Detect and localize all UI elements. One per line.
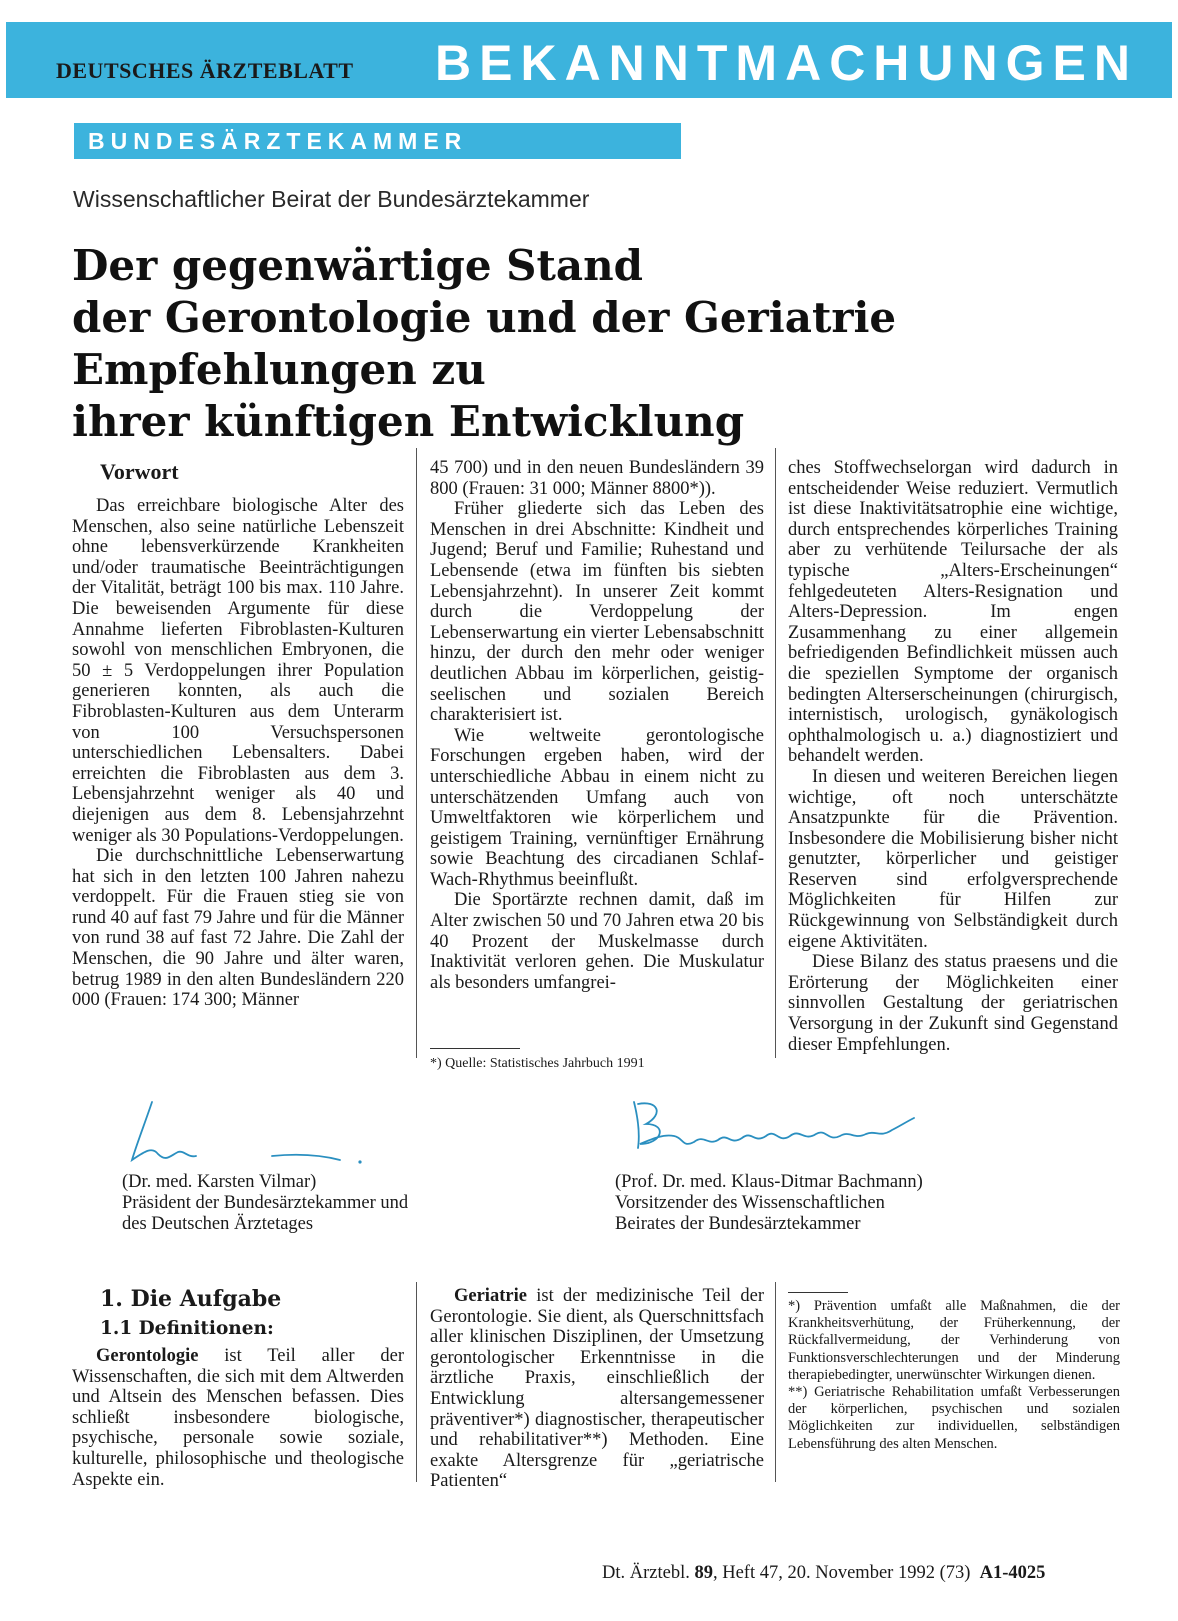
vorwort-column-3 bbox=[788, 458, 1118, 1055]
section-title: BEKANNTMACHUNGEN bbox=[435, 35, 1138, 91]
definition-text: ist der medizinische Teil der Gerontologie. Sie dient, als Querschnittsfach aller klinischen Disziplinen, der Umsetzung gerontologischer Erkenntnisse in die ärztliche Praxis, einschließlich der Entwicklung altersangemessener präventiver*) diagnostischer, therapeutischer und rehabilitativer**) Methoden. Eine exakte Altersgrenze für „geriatrische Patienten“ bbox=[430, 1286, 764, 1492]
footer-issue: , Heft 47, 20. November 1992 (73) bbox=[712, 1563, 971, 1583]
signature-title-left: Präsident der Bundesärztekammer und bbox=[122, 1193, 409, 1213]
footnote: **) Geriatrische Rehabilitation umfaßt Verbesserungen der körperlichen, psychischen und sozialen Möglichkeiten zur individuellen, selbständigen Lebensführung des alten Menschen. bbox=[788, 1384, 1120, 1452]
column-divider bbox=[416, 448, 417, 1058]
signature-name-right: (Prof. Dr. med. Klaus-Ditmar Bachmann) bbox=[615, 1172, 923, 1192]
footnote-rule bbox=[430, 1048, 520, 1049]
paragraph: ches Stoffwechselorgan wird dadurch in entscheidender Weise reduziert. Vermutlich ist diese Inaktivitätsatrophie eine wichtige, durch entsprechendes körperliches Training aber zu verhütende Teilursache der als typische „Alters-Erscheinungen“ fehlgedeuteten Alters-Resignation und Alters-Depression. Im engen Zusammenhang zu einer allgemein befriedigenden Befindlichkeit müssen auch die speziellen Symptome der organisch bedingten Alterserscheinungen (chirurgisch, internistisch, urologisch, gynäkologisch ophthalmologisch u. a.) diagnostiziert und behandelt werden. bbox=[788, 458, 1118, 767]
paragraph: Die Sportärzte rechnen damit, daß im Alter zwischen 50 und 70 Jahren etwa 20 bis 40 Prozent der Muskelmasse durch Inaktivität verloren gehen. Die Muskulatur als besonders umfangrei- bbox=[430, 890, 764, 993]
footnote: *) Prävention umfaßt alle Maßnahmen, die der Krankheitsverhütung, der Früherkennung, der Rückfallvermeidung, der Verhinderung von Funktionsverschlechterungen und der Minderung therapiebedingter, unerwünschter Wirkungen dienen. bbox=[788, 1298, 1120, 1383]
signature-bachmann bbox=[624, 1094, 924, 1158]
footnote-rule bbox=[788, 1292, 848, 1293]
headline-line: Der gegenwärtige Stand bbox=[72, 241, 644, 290]
section1-column-1 bbox=[72, 1286, 404, 1490]
headline-line: Empfehlungen zu bbox=[72, 345, 486, 394]
footer-volume: 89 bbox=[694, 1563, 713, 1583]
section1-column-2 bbox=[430, 1286, 764, 1492]
article-kicker: Wissenschaftlicher Beirat der Bundesärztekammer bbox=[73, 186, 590, 212]
subsection-heading: 1.1 Definitionen: bbox=[100, 1318, 274, 1339]
vorwort-column-2 bbox=[430, 458, 764, 993]
vorwort-column-1 bbox=[72, 458, 404, 1011]
signature-vilmar bbox=[122, 1098, 382, 1170]
signature-title-right: Beirates der Bundesärztekammer bbox=[615, 1214, 861, 1234]
signature-name-left: (Dr. med. Karsten Vilmar) bbox=[122, 1172, 317, 1192]
paragraph: Die durchschnittliche Lebenserwartung hat sich in den letzten 100 Jahren nahezu verdoppelt. Für die Frauen stieg sie von rund 40 auf fast 79 Jahre und für die Männer von rund 38 auf fast 72 Jahre. Die Zahl der Menschen, die 90 Jahre und älter waren, betrug 1989 in den alten Bundesländern 220 000 (Frauen: 174 300; Männer bbox=[72, 846, 404, 1011]
paragraph: Wie weltweite gerontologische Forschungen ergeben haben, wird der unterschiedliche Abbau in einem nicht zu unterschätzenden Umfang auch von Umweltfaktoren wie körperlichem und geistigem Training, vernünftiger Ernährung sowie Beachtung des circadianen Schlaf-Wach-Rhythmus beeinflußt. bbox=[430, 725, 764, 890]
footnote-source: *) Quelle: Statistisches Jahrbuch 1991 bbox=[430, 1056, 645, 1071]
headline-line: der Gerontologie und der Geriatrie bbox=[72, 293, 897, 342]
column-divider bbox=[775, 1282, 776, 1482]
footer-citation: Dt. Ärztebl. bbox=[602, 1563, 695, 1583]
signature-title-left: des Deutschen Ärztetages bbox=[122, 1214, 314, 1234]
paragraph: 45 700) und in den neuen Bundesländern 39 800 (Frauen: 31 000; Männer 8800*)). bbox=[430, 458, 764, 499]
footer-page-number: A1-4025 bbox=[979, 1563, 1046, 1583]
journal-name: DEUTSCHES ÄRZTEBLATT bbox=[56, 58, 354, 83]
paragraph: In diesen und weiteren Bereichen liegen wichtige, oft noch unterschätzte Ansatzpunkte für die Prävention. Insbesondere die Mobilisierung bisher nicht genutzter, körperlicher und geistiger Reserven sind erfolgversprechende Möglichkeiten für Hilfen zur Rückgewinnung von Selbständigkeit durch eigene Aktivitäten. bbox=[788, 766, 1118, 952]
vorwort-heading: Vorwort bbox=[100, 459, 179, 484]
article-headline bbox=[72, 240, 972, 448]
term: Gerontologie bbox=[96, 1346, 199, 1366]
paragraph: Das erreichbare biologische Alter des Menschen, also seine natürliche Lebenszeit ohne lebensverkürzende Krankheiten und/oder traumatische Beeinträchtigungen der Vitalität, beträgt 100 bis max. 110 Jahre. Die beweisenden Argumente für diese Annahme lieferten Fibroblasten-Kulturen sowohl von menschlichen Embryonen, die 50 ± 5 Verdoppelungen ihrer Population generieren konnten, als auch die Fibroblasten-Kulturen aus dem Unterarm von 100 Versuchspersonen unterschiedlichen Lebensalters. Dabei erreichten die Fibroblasten aus dem 3. Lebensjahrzehnt weniger als 40 und diejenigen aus dem 8. Lebensjahrzehnt weniger als 30 Populations-Verdoppelungen. bbox=[72, 496, 404, 846]
term: Geriatrie bbox=[454, 1286, 527, 1306]
signature-title-right: Vorsitzender des Wissenschaftlichen bbox=[615, 1193, 885, 1213]
headline-line: ihrer künftigen Entwicklung bbox=[72, 397, 745, 446]
section1-footnotes bbox=[788, 1298, 1120, 1453]
section-heading: 1. Die Aufgabe bbox=[100, 1286, 282, 1312]
paragraph: Diese Bilanz des status praesens und die Erörterung der Möglichkeiten einer sinnvollen Gestaltung der geriatrischen Versorgung in der Zukunft sind Gegenstand dieser Empfehlungen. bbox=[788, 952, 1118, 1055]
definition-geriatrie bbox=[430, 1286, 764, 1492]
paragraph: Früher gliederte sich das Leben des Menschen in drei Abschnitte: Kindheit und Jugend; Beruf und Familie; Ruhestand und Lebensende (etwa im fünften bis siebten Lebensjahrzehnt). In unserer Zeit kommt durch die Verdoppelung der Lebenserwartung ein vierter Lebensabschnitt hinzu, der durch den mehr oder weniger deutlichen Abbau im körperlichen, geistig-seelischen und sozialen Bereich charakterisiert ist. bbox=[430, 499, 764, 726]
definition-text: ist Teil aller der Wissenschaften, die sich mit dem Altwerden und Altsein des Menschen befassen. Dies schließt insbesondere biologische, psychische, personale sowie soziale, kulturelle, philosophische und theologische Aspekte ein. bbox=[72, 1346, 404, 1490]
sub-section-label: BUNDESÄRZTEKAMMER bbox=[88, 128, 468, 154]
column-divider bbox=[416, 1282, 417, 1482]
definition-gerontologie bbox=[72, 1346, 404, 1490]
page-footer bbox=[602, 1563, 1045, 1584]
column-divider bbox=[775, 448, 776, 1058]
